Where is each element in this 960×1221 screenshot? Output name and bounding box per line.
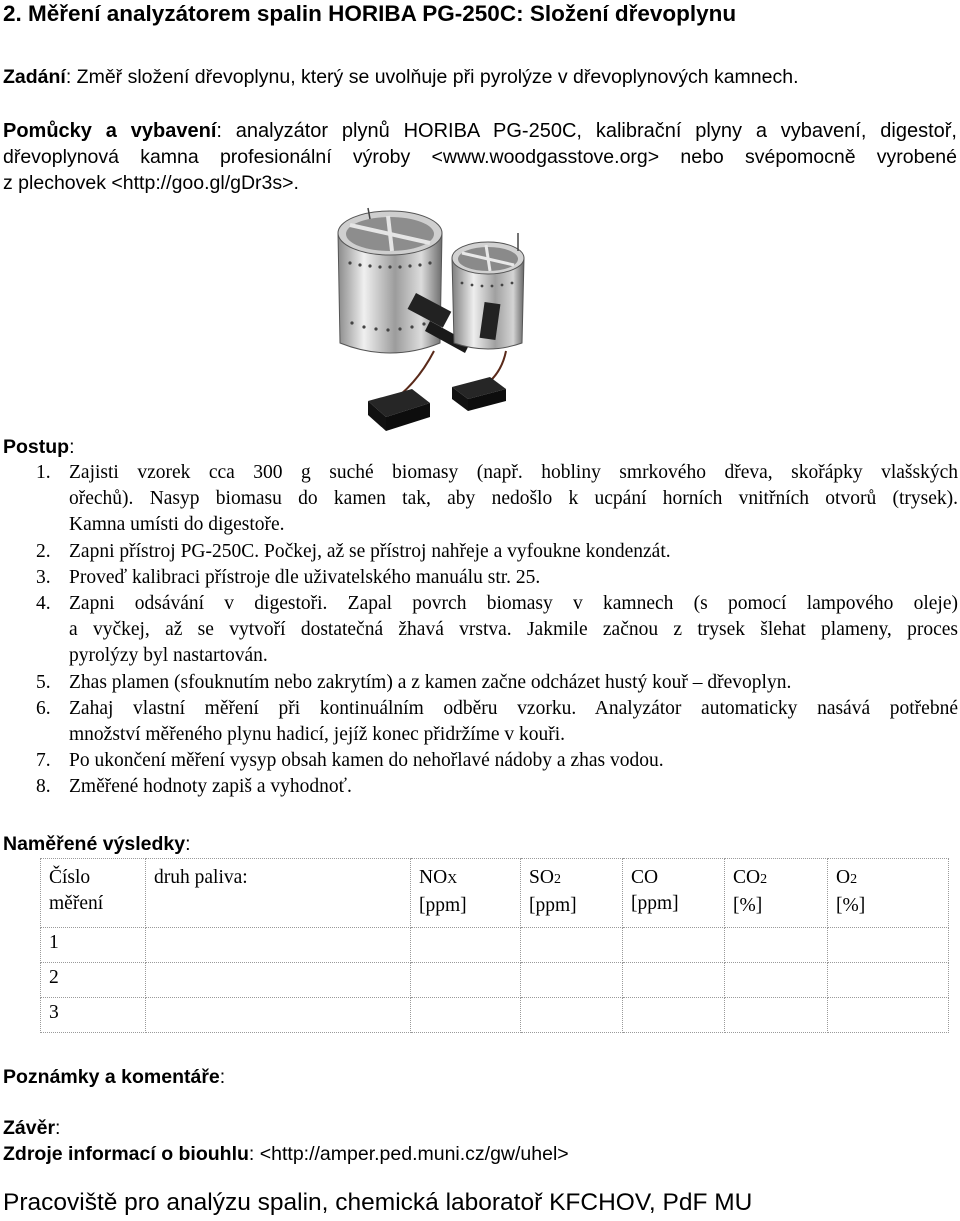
small-stove: [452, 233, 524, 349]
equipment-paragraph: [3, 118, 957, 196]
co-cell[interactable]: [623, 963, 725, 998]
header-co: CO [ppm]: [623, 859, 725, 928]
woodgasstove-link[interactable]: <www.woodgasstove.org>: [431, 146, 660, 168]
header-so2: SO2 [ppm]: [521, 859, 623, 928]
woodgas-stoves-photo: [330, 203, 530, 443]
header-fuel-type: druh paliva:: [146, 859, 411, 928]
o2-cell[interactable]: [828, 928, 949, 963]
o2-cell[interactable]: [828, 998, 949, 1033]
results-table: [40, 858, 949, 1033]
battery-box-left: [368, 389, 430, 431]
equipment-line-3: z plechovek <http://goo.gl/gDr3s>.: [3, 172, 299, 194]
equipment-label: Pomůcky a vybavení: [3, 120, 217, 142]
battery-box-right: [452, 377, 506, 411]
procedure-step: 8. Změřené hodnoty zapiš a vyhodnoť.: [36, 776, 352, 798]
large-stove: [338, 208, 470, 353]
co-cell[interactable]: [623, 998, 725, 1033]
so2-cell[interactable]: [521, 963, 623, 998]
conclusion-heading: Závěr:: [3, 1117, 61, 1139]
procedure-step: 3. Proveď kalibraci přístroje dle uživatelského manuálu str. 25.: [36, 566, 541, 588]
co2-cell[interactable]: [725, 928, 828, 963]
header-nox: NOX [ppm]: [411, 859, 521, 928]
co2-cell[interactable]: [725, 963, 828, 998]
assignment-label: Zadání: [3, 66, 66, 88]
procedure-step: 4. Zapni odsávání v digestoři. Zapal povrch biomasy v kamnech (s pomocí lampového oleje) a vyčkej, až se vytvoří dostatečná žhavá vrstva. Jakmile začnou z trysek šlehat plameny, proces pyrolýzy byl nastartován.: [36, 593, 958, 667]
so2-cell[interactable]: [521, 998, 623, 1033]
biochar-sources-link[interactable]: : <http://amper.ped.muni.cz/gw/uhel>: [248, 1143, 569, 1165]
sources-line: Zdroje informací o biouhlu: <http://amper.ped.muni.cz/gw/uhel>: [3, 1143, 569, 1165]
procedure-step: 5. Zhas plamen (sfouknutím nebo zakrytím) a z kamen začne odcházet hustý kouř – dřevoplyn.: [36, 671, 792, 693]
procedure-steps: [3, 460, 958, 801]
footer-workplace: Pracoviště pro analýzu spalin, chemická laboratoř KFCHOV, PdF MU: [3, 1189, 753, 1216]
procedure-heading: Postup:: [3, 436, 75, 458]
table-header-row: [41, 859, 949, 928]
row-number: 2: [41, 963, 146, 998]
o2-cell[interactable]: [828, 963, 949, 998]
nox-cell[interactable]: [411, 998, 521, 1033]
row-number: 1: [41, 928, 146, 963]
fuel-cell[interactable]: [146, 998, 411, 1033]
table-row: [41, 998, 949, 1033]
table-row: [41, 928, 949, 963]
nox-cell[interactable]: [411, 928, 521, 963]
assignment-paragraph: [3, 64, 957, 91]
page-title: 2. Měření analyzátorem spalin HORIBA PG-250C: Složení dřevoplynu: [3, 1, 737, 26]
nox-cell[interactable]: [411, 963, 521, 998]
header-co2: CO2 [%]: [725, 859, 828, 928]
assignment-text: : Změř složení dřevoplynu, který se uvolňuje při pyrolýze v dřevoplynových kamnech.: [65, 66, 799, 88]
results-heading: Naměřené výsledky:: [3, 833, 191, 855]
fuel-cell[interactable]: [146, 963, 411, 998]
co2-cell[interactable]: [725, 998, 828, 1033]
equipment-line-2: dřevoplynová kamna profesionální výroby <www.woodgasstove.org> nebo svépomocně vyrobené: [3, 146, 957, 168]
header-measurement-number: Číslo měření: [41, 859, 146, 928]
goo-gl-link[interactable]: <http://goo.gl/gDr3s>: [111, 172, 294, 194]
equipment-line-1: Pomůcky a vybavení: analyzátor plynů HORIBA PG-250C, kalibrační plyny a vybavení, digestoř,: [3, 120, 957, 142]
notes-heading: Poznámky a komentáře:: [3, 1066, 226, 1088]
fuel-cell[interactable]: [146, 928, 411, 963]
procedure-step: 6. Zahaj vlastní měření při kontinuálním odběru vzorku. Analyzátor automaticky nasává potřebné množství měřeného plynu hadicí, jejíž konec přidržíme v kouři.: [36, 697, 958, 746]
co-cell[interactable]: [623, 928, 725, 963]
header-o2: O2 [%]: [828, 859, 949, 928]
row-number: 3: [41, 998, 146, 1033]
procedure-step: 1. Zajisti vzorek cca 300 g suché biomasy (např. hobliny smrkového dřeva, skořápky vlašských ořechů). Nasyp biomasu do kamen tak, aby nedošlo k ucpání horních vnitřních otvorů (trysek). Kamna umísti do digestoře.: [36, 462, 958, 536]
procedure-step: 7. Po ukončení měření vysyp obsah kamen do nehořlavé nádoby a zhas vodou.: [36, 750, 664, 772]
procedure-step: 2. Zapni přístroj PG-250C. Počkej, až se přístroj nahřeje a vyfoukne kondenzát.: [36, 540, 671, 562]
so2-cell[interactable]: [521, 928, 623, 963]
table-row: [41, 963, 949, 998]
